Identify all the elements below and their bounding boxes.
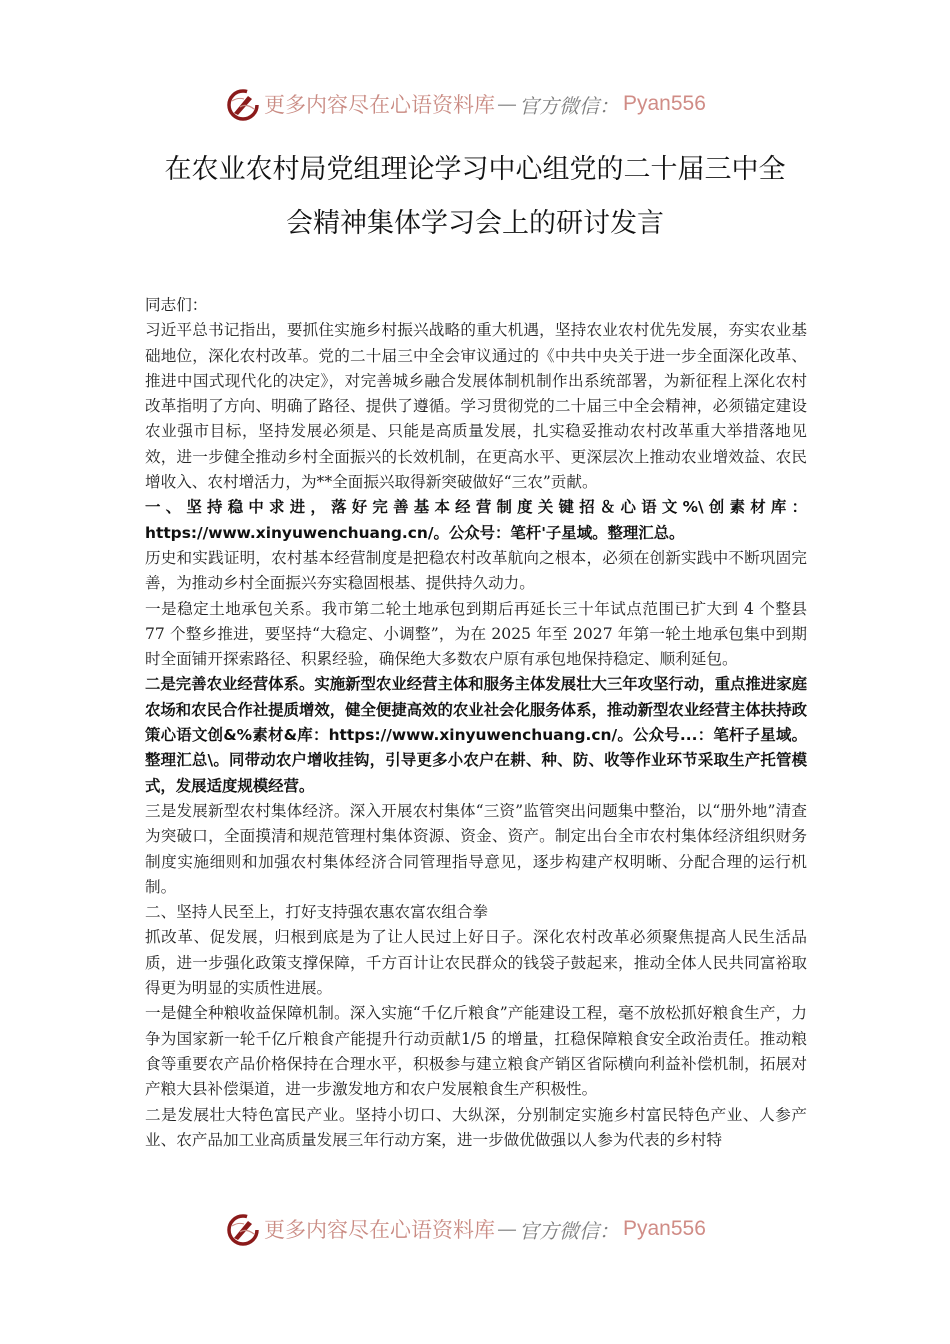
- watermark-wechat-label: 官方微信：: [519, 93, 619, 118]
- watermark-banner-top: [226, 84, 716, 124]
- watermark-wechat-id: Pyan556: [623, 1217, 706, 1240]
- title-line-2: 会精神集体学习会上的研讨发言: [286, 208, 664, 239]
- section-heading-paragraph: 一、坚持稳中求进，落好完善基本经营制度关键招＆心语文%\创素材库：https://www.xinyuwenchuang.cn/。公众号：笔杆'子星域。整理汇总。: [145, 498, 807, 542]
- body-paragraph: 同志们：: [145, 296, 208, 314]
- quill-pen-logo-icon: [226, 87, 260, 121]
- watermark-site-text: 更多内容尽在心语资料库: [264, 93, 495, 117]
- watermark-wechat-label: 官方微信：: [519, 1218, 619, 1243]
- watermark-dash: —: [497, 1217, 517, 1241]
- body-paragraph: 二是发展壮大特色富民产业。坚持小切口、大纵深，分别制定实施乡村富民特色产业、人参产业、农产品加工业高质量发展三年行动方案，进一步做优做强以人参为代表的乡村特: [145, 1105, 807, 1149]
- watermark-site-text: 更多内容尽在心语资料库: [264, 1218, 495, 1242]
- watermark-banner-bottom: [226, 1209, 716, 1249]
- title-line-1: 在农业农村局党组理论学习中心组党的二十届三中全: [164, 154, 786, 185]
- section-heading-paragraph: 二是完善农业经营体系。实施新型农业经营主体和服务主体发展壮大三年攻坚行动，重点推进家庭农场和农民合作社提质增效，健全便捷高效的农业社会化服务体系，推动新型农业经营主体扶持政策心语文创&%素材&库：https://www.xinyuwenchuang.cn/。公众号...：笔杆子星域。整理汇总\。同带动农户增收挂钩，引导更多小农户在耕、种、防、收等作业环节采取生产托管模式，发展适度规模经营。: [145, 675, 807, 795]
- body-paragraph: 历史和实践证明，农村基本经营制度是把稳农村改革航向之根本，必须在创新实践中不断巩固完善，为推动乡村全面振兴夯实稳固根基、提供持久动力。: [145, 548, 807, 593]
- body-paragraph: 一是健全种粮收益保障机制。深入实施“千亿斤粮食”产能建设工程，毫不放松抓好粮食生产，力争为国家新一轮千亿斤粮食产能提升行动贡献1/5 的增量，扛稳保障粮食安全政治责任。推动粮食等重要农产品价格保持在合理水平，积极参与建立粮食产销区省际横向利益补偿机制，拓展对产粮大县补偿渠道，进一步激发地方和农户发展粮食生产积极性。: [145, 1004, 807, 1099]
- body-paragraph: 三是发展新型农村集体经济。深入开展农村集体“三资”监管突出问题集中整治，以“册外地”清查为突破口，全面摸清和规范管理村集体资源、资金、资产。制定出台全市农村集体经济组织财务制度实施细则和加强农村集体经济合同管理指导意见，逐步构建产权明晰、分配合理的运行机制。: [145, 801, 807, 896]
- quill-pen-logo-icon: [226, 1212, 260, 1246]
- watermark-dash: —: [497, 92, 517, 116]
- body-paragraph: 习近平总书记指出，要抓住实施乡村振兴战略的重大机遇，坚持农业农村优先发展，夯实农业基础地位，深化农村改革。党的二十届三中全会审议通过的《中共中央关于进一步全面深化改革、推进中国式现代化的决定》，对完善城乡融合发展体制机制作出系统部署，为新征程上深化农村改革指明了方向、明确了路径、提供了遵循。学习贯彻党的二十届三中全会精神，必须锚定建设农业强市目标，坚持发展必须是、只能是高质量发展，扎实稳妥推动农村改革重大举措落地见效，进一步健全推动乡村全面振兴的长效机制，在更高水平、更深层次上推动农业增效益、农民增收入、农村增活力，为**全面振兴取得新突破做好“三农”贡献。: [145, 321, 807, 492]
- body-paragraph: 二、坚持人民至上，打好支持强农惠农富农组合拳: [145, 903, 489, 922]
- document-title: [130, 143, 820, 251]
- document-body: [145, 293, 807, 1153]
- body-paragraph: 一是稳定土地承包关系。我市第二轮土地承包到期后再延长三十年试点范围已扩大到 4 个整县 77 个整乡推进，要坚持“大稳定、小调整”，为在 2025 年至 2027 年第一轮土地承包集中到期时全面铺开探索路径、积累经验，确保绝大多数农户原有承包地保持稳定、顺利延包。: [145, 599, 807, 669]
- watermark-wechat-id: Pyan556: [623, 92, 706, 115]
- body-paragraph: 抓改革、促发展，归根到底是为了让人民过上好日子。深化农村改革必须聚焦提高人民生活品质，进一步强化政策支撑保障，千方百计让农民群众的钱袋子鼓起来，推动全体人民共同富裕取得更为明显的实质性进展。: [145, 928, 807, 998]
